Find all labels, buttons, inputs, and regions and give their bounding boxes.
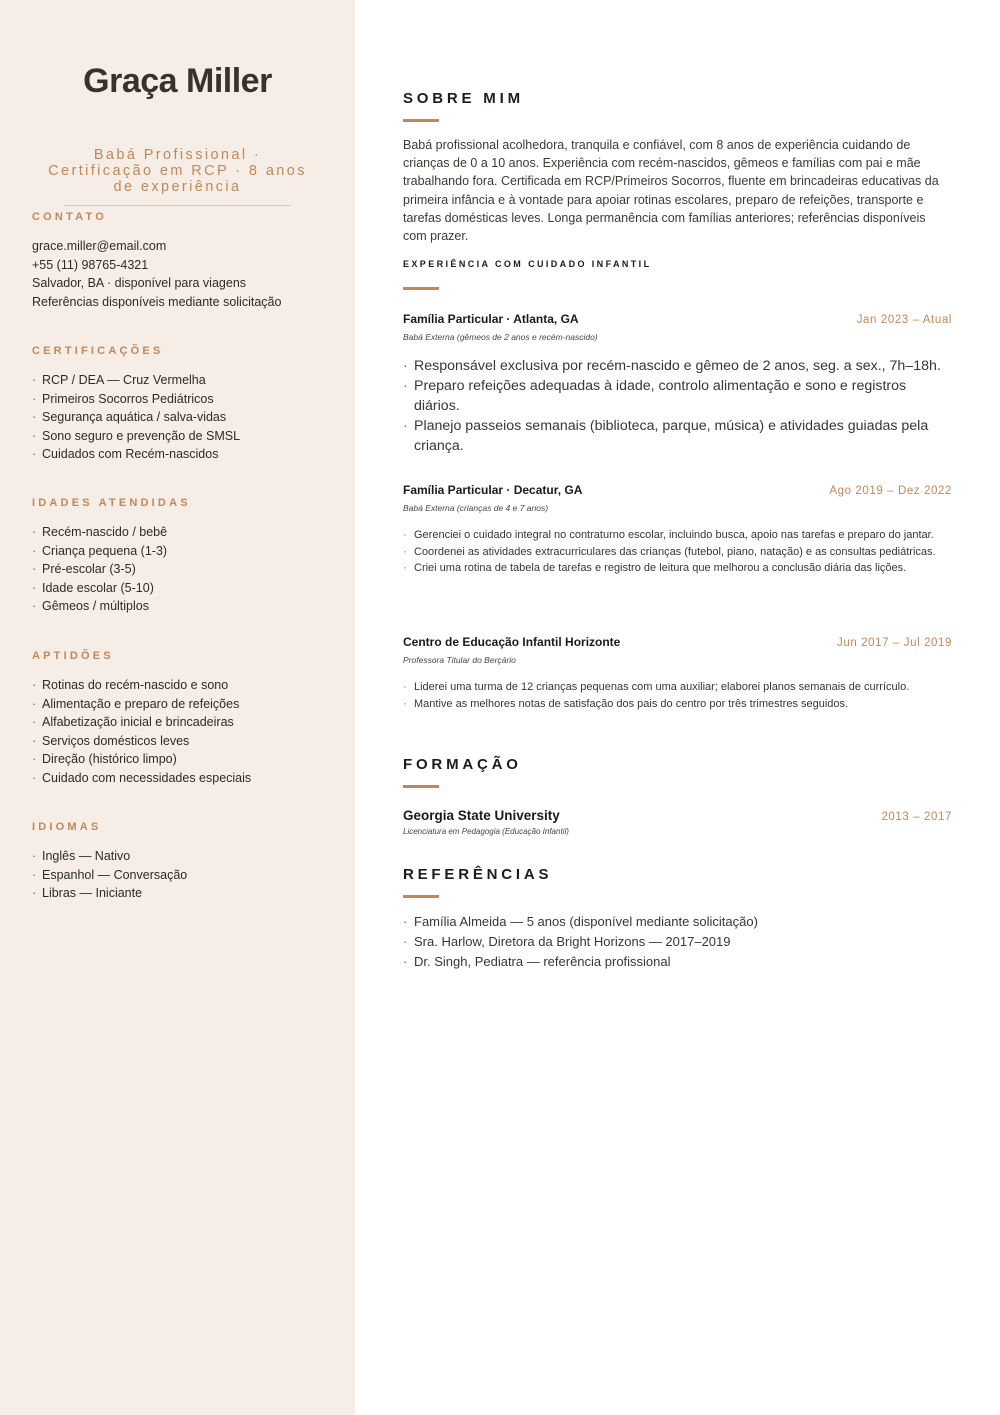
job-bullet: · Coordenei as atividades extracurriculares das crianças (futebol, piano, natação) e as consultas pediátricas. [403, 544, 952, 561]
ages-heading: IDADES ATENDIDAS [32, 497, 191, 509]
job-bullet: · Gerenciei o cuidado integral no contraturno escolar, incluindo busca, apoio nas tarefas e preparo do jantar. [403, 527, 952, 544]
list-item: · Primeiros Socorros Pediátricos [32, 390, 332, 409]
job-bullet: · Responsável exclusiva por recém-nascido e gêmeo de 2 anos, seg. a sex., 7h–18h. [403, 356, 952, 376]
about-accent-rule [403, 119, 439, 122]
job-dates: Ago 2019 – Dez 2022 [829, 485, 952, 497]
contact-references-note: Referências disponíveis mediante solicitação [32, 294, 282, 309]
job-role: Babá Externa (gêmeos de 2 anos e recém-nascido) [403, 332, 598, 342]
education-section [403, 756, 952, 836]
ages-section [32, 497, 332, 616]
certifications-heading: CERTIFICAÇÕES [32, 345, 164, 357]
job-role: Professora Titular do Berçário [403, 655, 516, 665]
job-bullet: · Planejo passeios semanais (biblioteca, parque, música) e atividades guiadas pela criança. [403, 416, 952, 456]
languages-heading: IDIOMAS [32, 821, 102, 833]
contact-location: Salvador, BA · disponível para viagens [32, 276, 247, 290]
reference-item: · Sra. Harlow, Diretora da Bright Horizons — 2017–2019 [403, 932, 952, 952]
name-divider [64, 205, 291, 206]
list-item: · Pré-escolar (3-5) [32, 560, 332, 579]
contact-section [32, 211, 332, 311]
job-title: Família Particular · Decatur, GA [403, 483, 583, 497]
experience-accent-rule [403, 287, 439, 290]
job-bullet: · Criei uma rotina de tabela de tarefas e registro de leitura que melhorou a conclusão diária das lições. [403, 560, 952, 577]
contact-phone[interactable]: +55 (11) 98765-4321 [32, 257, 149, 272]
contact-heading: CONTATO [32, 211, 107, 223]
list-item: · Recém-nascido / bebê [32, 523, 332, 542]
reference-item: · Família Almeida — 5 anos (disponível mediante solicitação) [403, 912, 952, 932]
references-heading: REFERÊNCIAS [403, 866, 553, 883]
reference-item: · Dr. Singh, Pediatra — referência profissional [403, 952, 952, 972]
job-dates: Jun 2017 – Jul 2019 [837, 637, 952, 649]
job-role: Babá Externa (crianças de 4 e 7 anos) [403, 503, 549, 513]
contact-email[interactable]: grace.miller@email.com [32, 239, 167, 253]
skills-section [32, 650, 332, 787]
list-item: · Libras — Iniciante [32, 884, 332, 903]
education-degree: Licenciatura em Pedagogia (Educação Infantil) [403, 827, 569, 836]
list-item: · Idade escolar (5-10) [32, 579, 332, 598]
job-title: Família Particular · Atlanta, GA [403, 312, 579, 326]
job-entry [403, 312, 952, 456]
list-item: · Direção (histórico limpo) [32, 750, 332, 769]
candidate-tagline: Babá Profissional · Certificação em RCP · 8 anos de experiência [48, 147, 307, 195]
job-bullet: · Preparo refeições adequadas à idade, controlo alimentação e sono e registros diários. [403, 376, 952, 416]
list-item: · Serviços domésticos leves [32, 732, 332, 751]
list-item: · Gêmeos / múltiplos [32, 597, 332, 616]
job-entry [403, 483, 952, 577]
experience-heading: EXPERIÊNCIA COM CUIDADO INFANTIL [403, 259, 652, 269]
languages-section [32, 821, 332, 903]
job-bullet: · Mantive as melhores notas de satisfação dos pais do centro por três trimestres seguidos. [403, 696, 952, 713]
references-section [403, 866, 952, 972]
education-school: Georgia State University [403, 808, 560, 823]
job-dates: Jan 2023 – Atual [856, 314, 952, 326]
about-text: Babá profissional acolhedora, tranquila e confiável, com 8 anos de experiência cuidando de crianças de 0 a 10 anos. Experiência com recém-nascidos, gêmeos e famílias com pai e mãe trabalhando fora. Certificada em RCP/Primeiros Socorros, fluente em brincadeiras educativas da primeira infância e à vontade para apoiar rotinas escolares, preparo de refeições, transporte e tarefas domésticas leves. Longa permanência com famílias anteriores; referências disponíveis com prazer. [403, 138, 939, 244]
list-item: · Sono seguro e prevenção de SMSL [32, 427, 332, 446]
candidate-name: Graça Miller [83, 62, 272, 100]
sidebar [0, 0, 355, 1415]
list-item: · Segurança aquática / salva-vidas [32, 408, 332, 427]
experience-section [403, 259, 952, 290]
education-accent-rule [403, 785, 439, 788]
list-item: · Alfabetização inicial e brincadeiras [32, 713, 332, 732]
list-item: · Cuidados com Recém-nascidos [32, 445, 332, 464]
job-title: Centro de Educação Infantil Horizonte [403, 635, 621, 649]
list-item: · Inglês — Nativo [32, 847, 332, 866]
list-item: · Rotinas do recém-nascido e sono [32, 676, 332, 695]
references-accent-rule [403, 895, 439, 898]
job-bullet: · Liderei uma turma de 12 crianças pequenas com uma auxiliar; elaborei planos semanais de currículo. [403, 679, 952, 696]
list-item: · Criança pequena (1-3) [32, 542, 332, 561]
list-item: · Alimentação e preparo de refeições [32, 695, 332, 714]
list-item: · Cuidado com necessidades especiais [32, 769, 332, 788]
list-item: · RCP / DEA — Cruz Vermelha [32, 371, 332, 390]
about-section [403, 90, 952, 245]
certifications-section [32, 345, 332, 464]
job-entry [403, 635, 952, 712]
education-heading: FORMAÇÃO [403, 756, 522, 773]
education-dates: 2013 – 2017 [881, 811, 952, 823]
skills-heading: APTIDÕES [32, 650, 114, 662]
list-item: · Espanhol — Conversação [32, 866, 332, 885]
about-heading: SOBRE MIM [403, 90, 524, 107]
main-content [355, 0, 1000, 1415]
